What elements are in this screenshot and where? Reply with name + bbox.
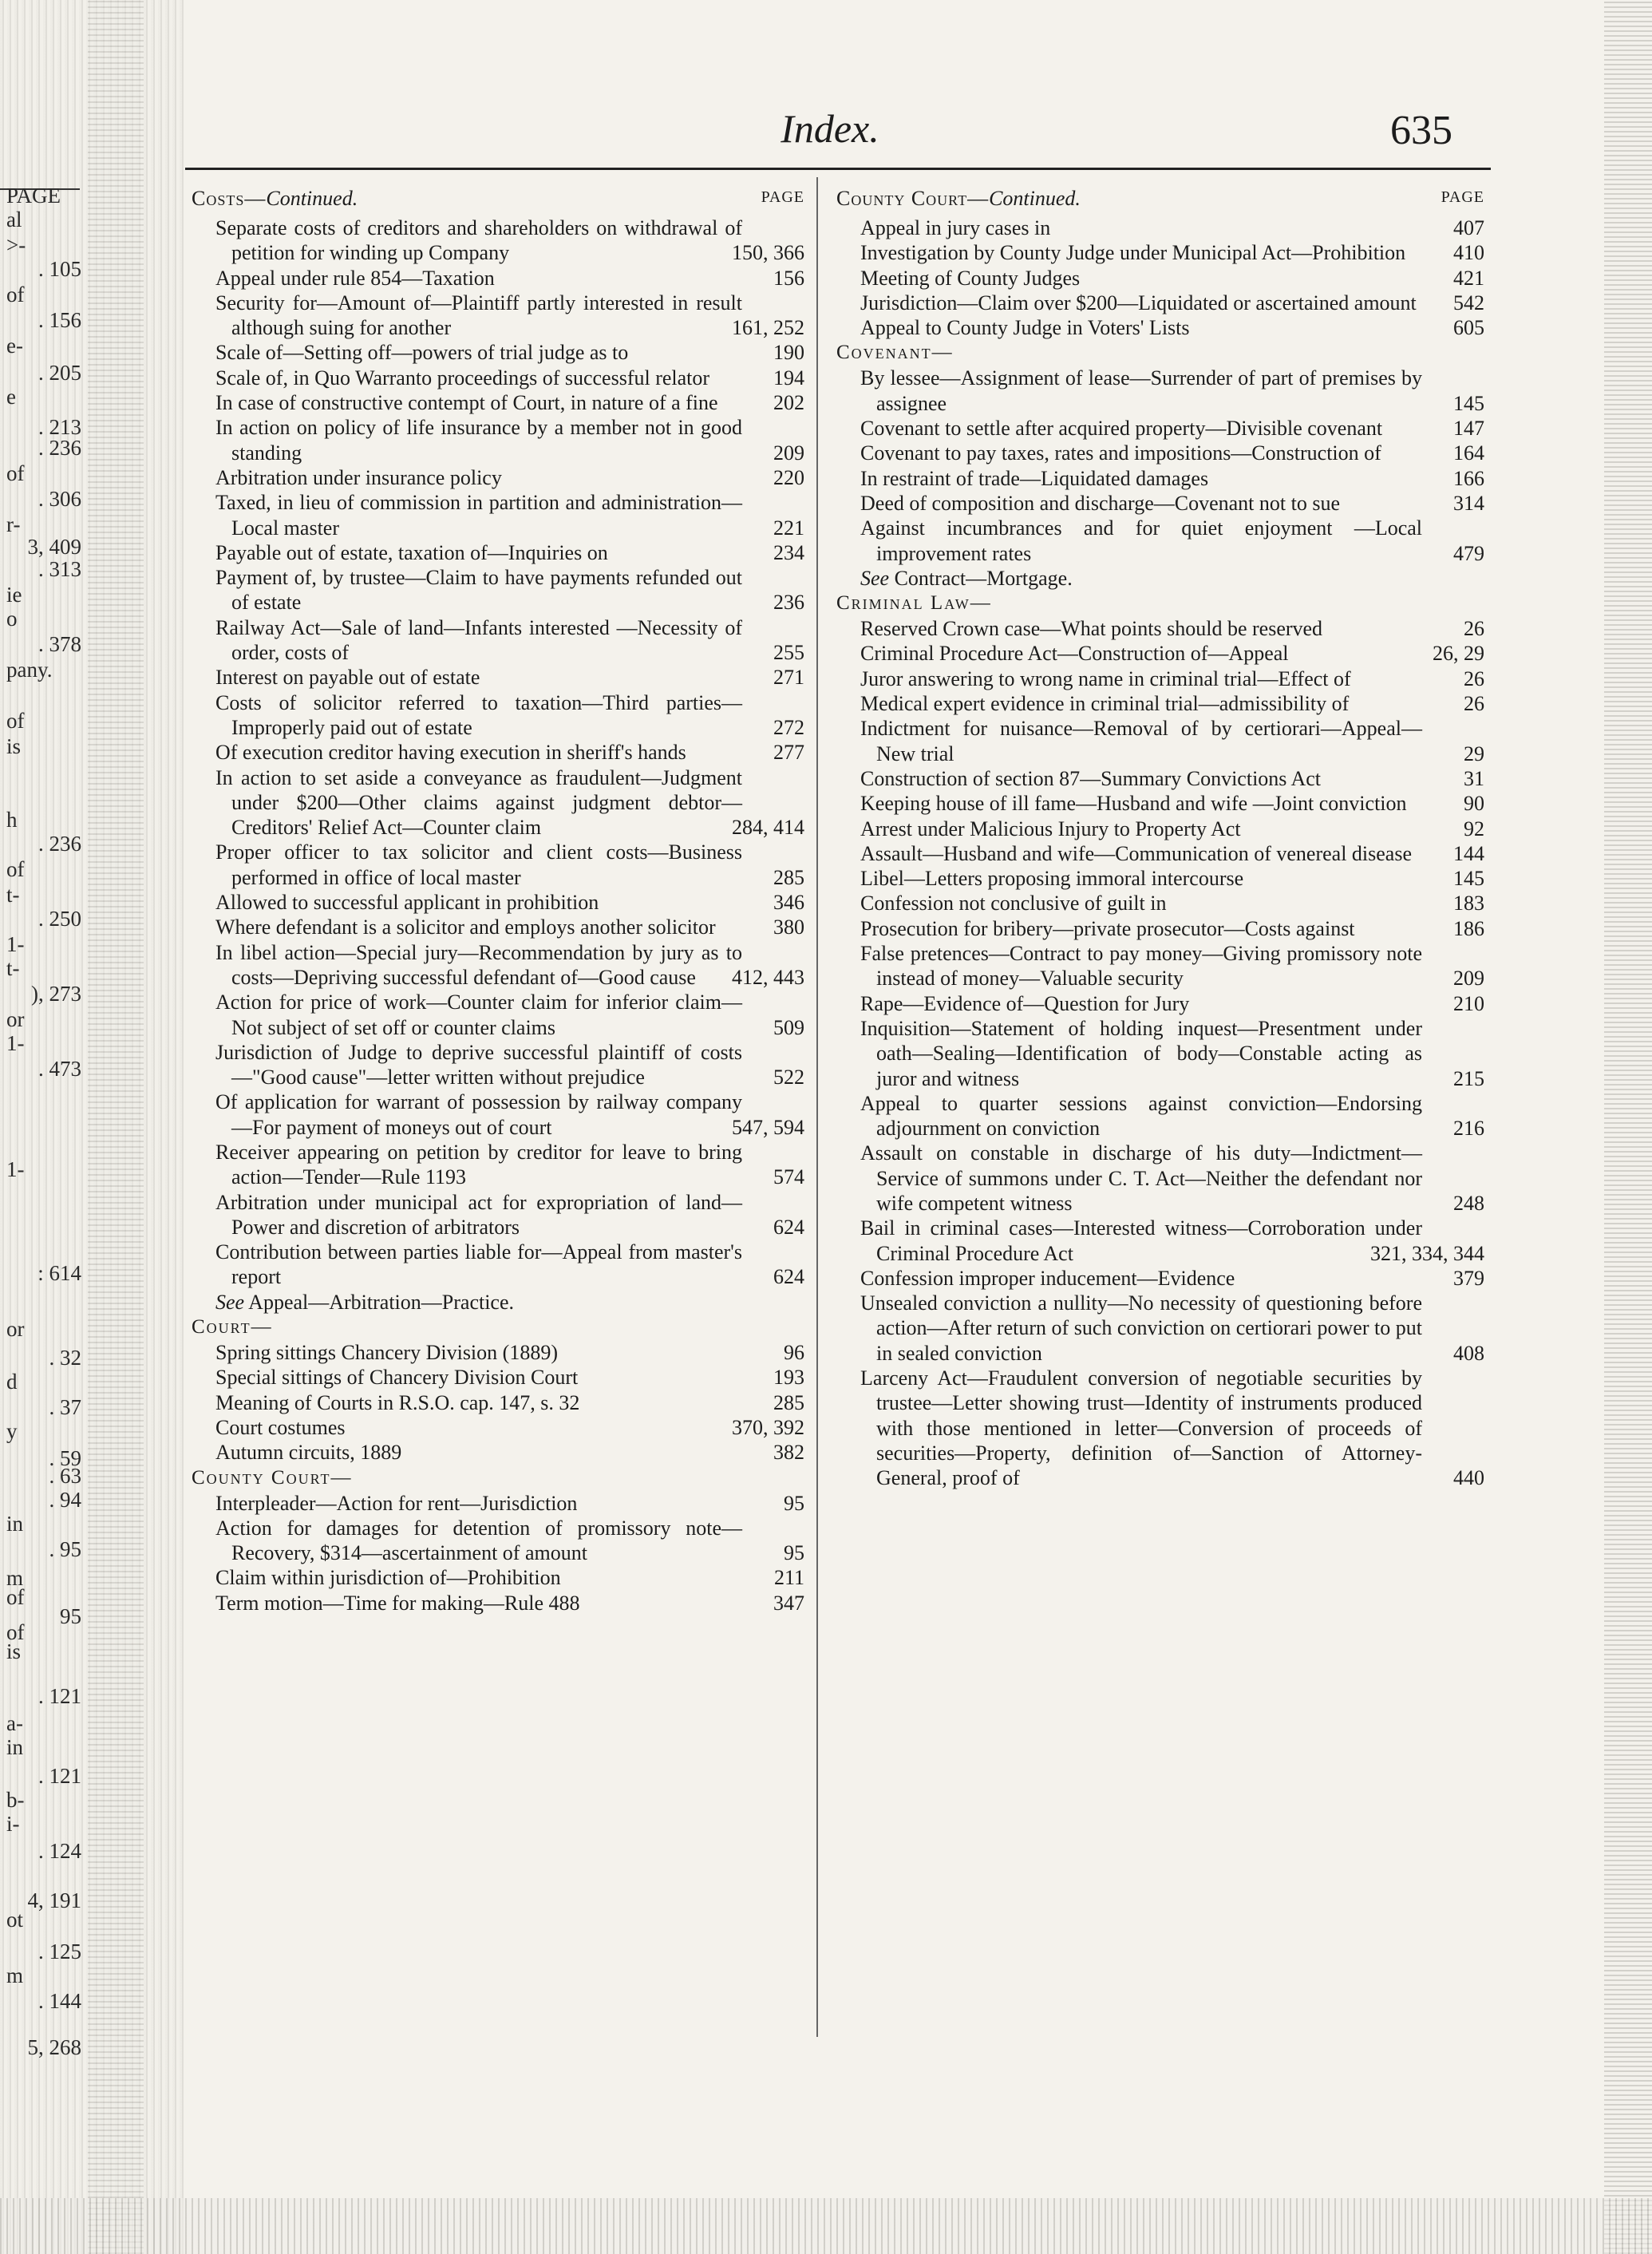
previous-page-fragment: : 614: [38, 1261, 81, 1285]
index-entry: [836, 240, 1484, 265]
index-entry: [192, 1040, 804, 1090]
entry-page-ref: 605: [1453, 316, 1484, 340]
index-entry: [836, 516, 1484, 566]
previous-page-fragment: . 306: [38, 487, 81, 511]
entry-text: Arbitration under insurance policy: [215, 465, 502, 489]
entry-text: Confession improper inducement—Evidence: [860, 1266, 1235, 1290]
previous-page-fragment: . 156: [38, 308, 81, 332]
index-entry: [192, 390, 804, 415]
entry-text: Taxed, in lieu of commission in partition and administration—Local master: [215, 491, 742, 540]
entry-text: Inquisition—Statement of holding inquest—Presentment under oath—Sealing—Identification of body—Constable acting as juror and witness: [860, 1016, 1422, 1090]
index-entry: [192, 940, 804, 991]
previous-page-fragment: d: [6, 1370, 18, 1394]
index-entry: [836, 441, 1484, 465]
index-entry: [836, 1291, 1484, 1366]
entry-text: Keeping house of ill fame—Husband and wife —Joint conviction: [860, 792, 1407, 816]
page-number: 635: [1390, 108, 1452, 153]
entry-text: False pretences—Contract to pay money—Giving promissory note instead of money—Valuable security: [860, 942, 1422, 991]
index-entry: [836, 291, 1484, 315]
entry-page-ref: 216: [1453, 1117, 1484, 1141]
entry-page-ref: 90: [1464, 792, 1484, 816]
entry-page-ref: 95: [784, 1491, 804, 1515]
entry-page-ref: 92: [1464, 817, 1484, 840]
entry-text: Assault—Husband and wife—Communication of venereal disease: [860, 841, 1412, 865]
previous-page-fragment: of: [6, 857, 25, 881]
index-entry: [192, 690, 804, 741]
section-heading-court: Court—: [192, 1316, 273, 1339]
index-entry: [836, 666, 1484, 691]
column-divider: [816, 177, 818, 2037]
entry-text: Arrest under Malicious Injury to Property Act: [860, 817, 1241, 840]
index-entry: [836, 1141, 1484, 1216]
previous-page-fragment: in: [6, 1512, 24, 1536]
previous-page-fragment: al: [6, 208, 22, 231]
right-column-heading: [836, 187, 1484, 216]
index-entry: [192, 540, 804, 565]
previous-page-fragment: . 473: [38, 1057, 81, 1081]
index-entry: [192, 1190, 804, 1240]
index-entry: [836, 817, 1484, 841]
previous-page-fragment: >-: [6, 233, 26, 257]
entry-text: Costs of solicitor referred to taxation—Third parties—Improperly paid out of estate: [215, 690, 742, 739]
previous-page-fragment: . 125: [38, 1940, 81, 1963]
entry-text: Term motion—Time for making—Rule 488: [215, 1591, 580, 1615]
entry-text: Railway Act—Sale of land—Infants interested —Necessity of order, costs of: [215, 615, 742, 665]
entry-text: Claim within jurisdiction of—Prohibition: [215, 1566, 561, 1590]
entry-page-ref: 183: [1453, 892, 1484, 915]
previous-page-fragment: ie: [6, 583, 22, 607]
index-entry: [192, 1240, 804, 1290]
entry-page-ref: 370, 392: [732, 1415, 804, 1439]
entry-page-ref: 285: [773, 1390, 804, 1414]
entry-text: Autumn circuits, 1889: [215, 1441, 402, 1465]
previous-page-fragment: m: [6, 1963, 24, 1987]
entry-text: Libel—Letters proposing immoral intercourse: [860, 867, 1244, 891]
entry-page-ref: 29: [1464, 741, 1484, 765]
previous-page-fragment: . 95: [49, 1537, 81, 1561]
index-entry: [192, 565, 804, 615]
index-entry: [836, 416, 1484, 441]
index-entry: [192, 1591, 804, 1615]
previous-page-fragment: . 313: [38, 557, 81, 581]
entry-text: Prosecution for bribery—private prosecutor—Costs against: [860, 916, 1355, 940]
entry-page-ref: 166: [1453, 466, 1484, 490]
previous-page-fragment: . 121: [38, 1764, 81, 1788]
entry-text: Interest on payable out of estate: [215, 666, 480, 690]
previous-page-fragment: . 105: [38, 257, 81, 281]
entry-page-ref: 234: [773, 540, 804, 564]
entry-page-ref: 547, 594: [732, 1115, 804, 1139]
section-heading-covenant: Covenant—: [836, 342, 954, 364]
previous-page-fragment: . 63: [49, 1464, 81, 1488]
entry-page-ref: 186: [1453, 916, 1484, 940]
previous-page-fragment: 95: [60, 1604, 81, 1628]
previous-page-fragment: y: [6, 1419, 18, 1443]
entry-page-ref: 314: [1453, 491, 1484, 515]
entry-page-ref: 382: [773, 1441, 804, 1465]
entry-text: Special sittings of Chancery Division Court: [215, 1366, 579, 1390]
entry-text: Unsealed conviction a nullity—No necessity of questioning before action—After return of such conviction on certiorari power to put in sealed conviction: [860, 1291, 1422, 1365]
index-entry: [192, 266, 804, 291]
index-entry: [192, 366, 804, 390]
index-entry: [836, 766, 1484, 791]
previous-page-fragment: r-: [6, 512, 21, 536]
entry-text: Jurisdiction—Claim over $200—Liquidated or ascertained amount: [860, 291, 1417, 314]
entry-page-ref: 31: [1464, 766, 1484, 790]
previous-page-fragment: t-: [6, 883, 20, 907]
entry-text: Meeting of County Judges: [860, 266, 1081, 290]
entry-page-ref: 379: [1453, 1266, 1484, 1290]
index-entry: [192, 890, 804, 915]
entry-page-ref: 190: [773, 341, 804, 365]
entry-page-ref: 271: [773, 666, 804, 690]
index-entry: [836, 716, 1484, 766]
previous-page-fragment: o: [6, 607, 18, 631]
index-entry: [192, 1365, 804, 1390]
previous-page-fragment: in: [6, 1735, 24, 1759]
previous-page-fragment: of: [6, 1620, 25, 1644]
entry-text: Construction of section 87—Summary Convictions Act: [860, 766, 1322, 790]
entry-page-ref: 209: [773, 441, 804, 465]
entry-page-ref: 347: [773, 1591, 804, 1615]
previous-page-fragment: . 213: [38, 415, 81, 439]
see-also-reference: See Contract—Mortgage.: [860, 566, 1073, 590]
entry-text: Appeal to County Judge in Voters' Lists: [860, 316, 1190, 340]
previous-page-fragment: . 59: [49, 1446, 81, 1470]
entry-text: In restraint of trade—Liquidated damages: [860, 466, 1209, 490]
index-entry: [836, 941, 1484, 991]
entry-page-ref: 193: [773, 1366, 804, 1390]
entry-page-ref: 211: [773, 1566, 804, 1590]
index-entry: [192, 1390, 804, 1415]
entry-page-ref: 285: [773, 865, 804, 889]
index-entry: [192, 291, 804, 341]
entry-text: Juror answering to wrong name in criminal trial—Effect of: [860, 666, 1351, 690]
index-entry: [192, 1340, 804, 1365]
index-entry: [192, 840, 804, 890]
entry-page-ref: 624: [773, 1265, 804, 1289]
entry-page-ref: 156: [773, 266, 804, 290]
index-entry: [836, 841, 1484, 866]
section-heading: Costs—Continued.: [192, 187, 358, 210]
entry-text: Proper officer to tax solicitor and client costs—Business performed in office of local master: [215, 840, 742, 889]
entry-page-ref: 412, 443: [732, 965, 804, 989]
entry-text: Court costumes: [215, 1415, 346, 1439]
previous-page-fragment: . 205: [38, 361, 81, 385]
entry-page-ref: 144: [1453, 841, 1484, 865]
scan-edge-right: [1604, 0, 1652, 2254]
entry-page-ref: 161, 252: [732, 316, 804, 340]
entry-text: In action on policy of life insurance by a member not in good standing: [215, 416, 742, 465]
court-entries: [192, 1340, 804, 1465]
previous-page-fragment: e: [6, 385, 16, 409]
previous-page-fragment: 1-: [6, 1031, 25, 1055]
page-title: Index.: [781, 106, 879, 151]
index-entry: [192, 1140, 804, 1190]
index-entry: [836, 1091, 1484, 1141]
previous-page-fragment: or: [6, 1007, 25, 1031]
entry-text: Appeal in jury cases in: [860, 216, 1051, 239]
section-heading-criminal-law: Criminal Law—: [836, 592, 992, 615]
previous-page-fragment: h: [6, 808, 18, 832]
index-entry: [192, 465, 804, 490]
entry-text: By lessee—Assignment of lease—Surrender of part of premises by assignee: [860, 366, 1422, 415]
previous-page-fragment: e-: [6, 334, 23, 358]
entry-page-ref: 522: [773, 1066, 804, 1089]
previous-page-fragment: 3, 409: [27, 535, 81, 559]
entry-text: In case of constructive contempt of Court, in nature of a fine: [215, 391, 718, 415]
entry-text: Covenant to pay taxes, rates and impositions—Construction of: [860, 441, 1381, 465]
index-entry: [192, 990, 804, 1040]
entry-page-ref: 277: [773, 741, 804, 765]
index-entry: [836, 1016, 1484, 1091]
entry-text: Of execution creditor having execution in sheriff's hands: [215, 741, 686, 765]
entry-page-ref: 284, 414: [732, 816, 804, 840]
index-entry: [192, 740, 804, 765]
entry-text: Medical expert evidence in criminal trial—admissibility of: [860, 692, 1350, 716]
entry-text: In libel action—Special jury—Recommendation by jury as to costs—Depriving successful defendant of—Good cause: [215, 940, 742, 989]
entry-page-ref: 145: [1453, 867, 1484, 891]
entry-page-ref: 220: [773, 465, 804, 489]
previous-page-fragment: ), 273: [31, 982, 81, 1006]
index-entry: [192, 340, 804, 365]
index-entry: [192, 1565, 804, 1590]
see-also-reference: See Appeal—Arbitration—Practice.: [215, 1290, 515, 1314]
entry-page-ref: 410: [1453, 241, 1484, 265]
previous-page-fragment: . 32: [49, 1346, 81, 1370]
previous-page-fragment: . 144: [38, 1989, 81, 2013]
previous-page-fragment: pany.: [6, 658, 53, 682]
entry-text: Action for price of work—Counter claim for inferior claim—Not subject of set off or counter claims: [215, 991, 742, 1039]
county-court-entries: [192, 1491, 804, 1615]
county-court-continued-entries: [836, 216, 1484, 340]
entry-text: Appeal under rule 854—Taxation: [215, 266, 495, 290]
entry-page-ref: 440: [1453, 1466, 1484, 1490]
criminal-law-entries: [836, 616, 1484, 1490]
entry-text: Covenant to settle after acquired property—Divisible covenant: [860, 417, 1383, 441]
index-entry: [836, 866, 1484, 891]
entry-text: Arbitration under municipal act for expropriation of land—Power and discretion of arbitrators: [215, 1190, 742, 1239]
index-entry: [192, 765, 804, 840]
entry-page-ref: 509: [773, 1015, 804, 1039]
previous-page-fragment: . 94: [49, 1488, 81, 1512]
previous-page-fragment: of: [6, 1585, 25, 1609]
index-entry: [836, 491, 1484, 516]
index-entry: [836, 991, 1484, 1016]
entry-text: Confession not conclusive of guilt in: [860, 892, 1167, 915]
index-entry: [836, 916, 1484, 941]
index-entry: [836, 466, 1484, 491]
previous-page-fragment: a-: [6, 1711, 23, 1735]
section-heading: County Court—Continued.: [836, 187, 1081, 210]
entry-page-ref: 202: [773, 391, 804, 415]
previous-page-fragment: t-: [6, 956, 20, 980]
previous-page-fragment: is: [6, 734, 22, 758]
entry-text: Meaning of Courts in R.S.O. cap. 147, s. 32: [215, 1390, 580, 1414]
previous-page-fragment: . 236: [38, 832, 81, 856]
entry-text: Payment of, by trustee—Claim to have payments refunded out of estate: [215, 566, 742, 615]
entry-text: Scale of—Setting off—powers of trial judge as to: [215, 341, 629, 365]
section-heading-county-court: County Court—: [192, 1466, 353, 1489]
covenant-entries: [836, 366, 1484, 565]
entry-text: Larceny Act—Fraudulent conversion of negotiable securities by trustee—Letter showing trust—Identity of instruments produced with those mentioned in letter—Conversion of proceeds of securities—Property, definition of—Sanction of Attorney-General, proof of: [860, 1366, 1422, 1490]
entry-text: Spring sittings Chancery Division (1889): [215, 1341, 558, 1365]
index-entry: [836, 366, 1484, 416]
index-entry: [192, 415, 804, 465]
entry-page-ref: 574: [773, 1165, 804, 1189]
previous-page-fragment: i-: [6, 1812, 20, 1836]
entry-text: Reserved Crown case—What points should be reserved: [860, 617, 1323, 641]
entry-text: Payable out of estate, taxation of—Inquiries on: [215, 540, 608, 564]
entry-page-ref: 194: [773, 366, 804, 390]
index-entry: [836, 216, 1484, 240]
previous-page-fragments: [0, 184, 88, 2227]
previous-page-fragment: of: [6, 283, 25, 306]
index-entry: [836, 1216, 1484, 1266]
entry-text: Receiver appearing on petition by creditor for leave to bring action—Tender—Rule 1193: [215, 1140, 742, 1189]
scan-edge-bottom: [0, 2198, 1652, 2254]
entry-text: Investigation by County Judge under Municipal Act—Prohibition: [860, 241, 1406, 265]
index-entry: [836, 315, 1484, 340]
entry-page-ref: 145: [1453, 391, 1484, 415]
right-column: [836, 187, 1484, 1491]
entry-page-ref: 209: [1453, 967, 1484, 991]
previous-page-fragment: of: [6, 461, 25, 485]
entry-text: Action for damages for detention of promissory note—Recovery, $314—ascertainment of amount: [215, 1516, 742, 1565]
entry-page-ref: 221: [773, 516, 804, 540]
entry-text: Security for—Amount of—Plaintiff partly interested in result although suing for another: [215, 291, 742, 340]
entry-text: Of application for warrant of possession by railway company—For payment of moneys out of court: [215, 1090, 742, 1139]
index-entry: [192, 1491, 804, 1516]
entry-text: Interpleader—Action for rent—Jurisdiction: [215, 1491, 578, 1515]
index-entry: [192, 615, 804, 666]
previous-page-fragment: of: [6, 709, 25, 733]
entry-page-ref: 421: [1453, 266, 1484, 290]
index-entry: [192, 216, 804, 266]
entry-text: Where defendant is a solicitor and employs another solicitor: [215, 915, 716, 939]
index-entry: [836, 1266, 1484, 1291]
previous-page-fragment: . 250: [38, 907, 81, 931]
entry-page-ref: 26: [1464, 617, 1484, 641]
index-entry: [836, 616, 1484, 641]
index-entry: [836, 266, 1484, 291]
entry-page-ref: 150, 366: [732, 241, 804, 265]
entry-page-ref: 408: [1453, 1341, 1484, 1365]
previous-page-fragment: 4, 191: [27, 1888, 81, 1912]
entry-page-ref: 542: [1453, 291, 1484, 314]
entry-text: Appeal to quarter sessions against conviction—Endorsing adjournment on conviction: [860, 1091, 1422, 1141]
entry-page-ref: 346: [773, 891, 804, 915]
index-entry: [192, 1415, 804, 1440]
previous-page-fragment: . 378: [38, 632, 81, 656]
left-column-heading: [192, 187, 804, 216]
index-entry: [836, 891, 1484, 915]
previous-page-fragment: . 37: [49, 1395, 81, 1419]
previous-page-fragment: b-: [6, 1788, 25, 1812]
index-entry: [836, 791, 1484, 816]
entry-page-ref: 210: [1453, 991, 1484, 1015]
left-column: [192, 187, 804, 1615]
entry-page-ref: 407: [1453, 216, 1484, 239]
header-rule: [185, 168, 1491, 170]
previous-page-fragment: or: [6, 1317, 25, 1341]
entry-text: Rape—Evidence of—Question for Jury: [860, 991, 1190, 1015]
index-entry: [192, 665, 804, 690]
entry-page-ref: 215: [1453, 1066, 1484, 1090]
page-column-label: PAGE: [1441, 188, 1484, 206]
index-entry: [836, 1366, 1484, 1490]
index-entry: [836, 641, 1484, 666]
previous-page-fragment: . 236: [38, 436, 81, 460]
previous-page-fragment: 5, 268: [27, 2035, 81, 2059]
entry-text: In action to set aside a conveyance as fraudulent—Judgment under $200—Other claims against judgment debtor—Creditors' Relief Act—Counter claim: [215, 765, 742, 840]
entry-page-ref: 236: [773, 591, 804, 615]
entry-page-ref: 248: [1453, 1191, 1484, 1215]
entry-page-ref: 26: [1464, 666, 1484, 690]
previous-page-fragment: 1-: [6, 932, 25, 956]
entry-page-ref: 255: [773, 641, 804, 665]
entry-text: Deed of composition and discharge—Covenant not to sue: [860, 491, 1341, 515]
entry-text: Allowed to successful applicant in prohibition: [215, 891, 599, 915]
entry-page-ref: 272: [773, 715, 804, 739]
entry-text: Contribution between parties liable for—Appeal from master's report: [215, 1240, 742, 1289]
index-entry: [192, 490, 804, 540]
entry-text: Against incumbrances and for quiet enjoyment —Local improvement rates: [860, 516, 1422, 565]
previous-page-fragment: . 121: [38, 1684, 81, 1708]
entry-page-ref: 380: [773, 915, 804, 939]
costs-entries: [192, 216, 804, 1290]
entry-page-ref: 96: [784, 1341, 804, 1365]
previous-page-fragment: is: [6, 1639, 22, 1663]
index-entry: [192, 915, 804, 939]
index-entry: [192, 1440, 804, 1465]
previous-page-fragment: . 124: [38, 1839, 81, 1863]
entry-page-ref: 624: [773, 1215, 804, 1239]
entry-page-ref: 95: [784, 1541, 804, 1565]
entry-text: Assault on constable in discharge of his duty—Indictment—Service of summons under C. T. Act—Neither the defendant nor wife competent witness: [860, 1141, 1422, 1215]
index-entry: [192, 1516, 804, 1566]
entry-text: Scale of, in Quo Warranto proceedings of successful relator: [215, 366, 710, 390]
previous-page-fragment: PAGE: [6, 184, 61, 208]
previous-page-fragment: ot: [6, 1908, 24, 1932]
entry-text: Indictment for nuisance—Removal of by certiorari—Appeal—New trial: [860, 717, 1422, 765]
index-entry: [836, 691, 1484, 716]
entry-text: Bail in criminal cases—Interested witness—Corroboration under Criminal Procedure Act: [860, 1216, 1422, 1265]
entry-page-ref: 164: [1453, 441, 1484, 465]
previous-page-fragment: 1-: [6, 1157, 25, 1181]
entry-page-ref: 26, 29: [1433, 642, 1484, 666]
entry-page-ref: 147: [1453, 417, 1484, 441]
entry-page-ref: 479: [1453, 541, 1484, 565]
previous-page-fragment: m: [6, 1566, 24, 1590]
entry-text: Criminal Procedure Act—Construction of—Appeal: [860, 642, 1289, 666]
scan-gutter-shadow: [88, 0, 144, 2254]
entry-text: Separate costs of creditors and shareholders on withdrawal of petition for winding up Company: [215, 216, 742, 265]
entry-text: Jurisdiction of Judge to deprive successful plaintiff of costs—"Good cause"—letter written without prejudice: [215, 1040, 742, 1089]
entry-page-ref: 321, 334, 344: [1370, 1241, 1484, 1265]
index-entry: [192, 1089, 804, 1140]
page-column-label: PAGE: [761, 188, 804, 206]
entry-page-ref: 26: [1464, 692, 1484, 716]
